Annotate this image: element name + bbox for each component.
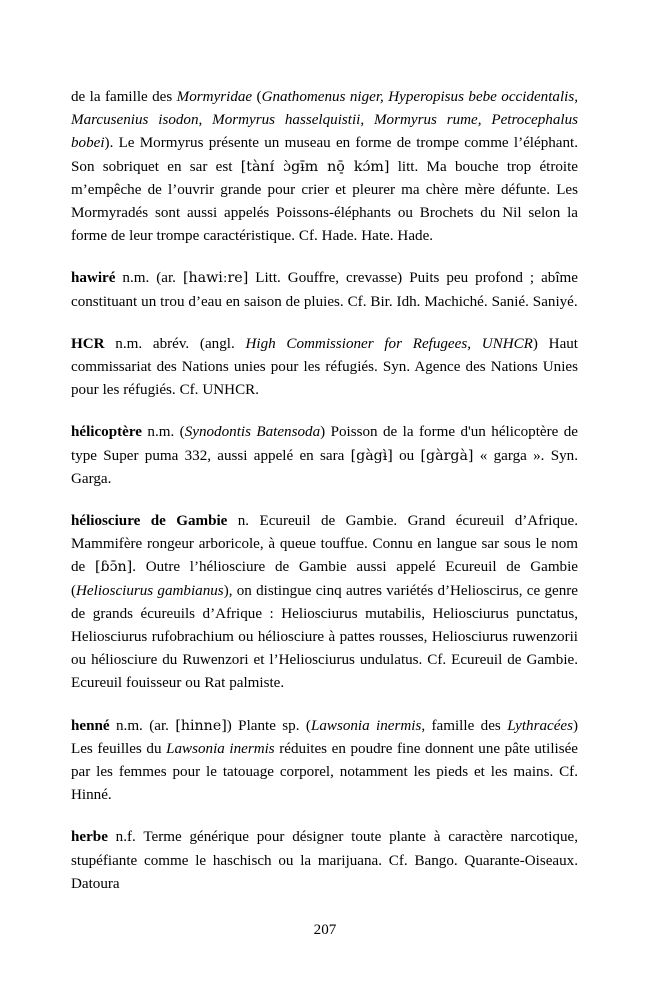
dictionary-entry — [71, 510, 578, 696]
entry-text: « garga ». Syn. Garga. — [71, 447, 578, 487]
dictionary-entry — [71, 826, 578, 896]
entry-text: Litt. Gouffre, crevasse) Puits peu profond ; abîme constituant un trou d’eau en saison de pluies. Cf. Bir. Idh. Machiché. Sanié. Saniyé. — [71, 270, 578, 310]
entry-text: n.m. abrév. (angl. — [104, 335, 246, 352]
phonetic-transcription: [gàrgà] — [420, 447, 474, 464]
phonetic-transcription: [ɓɔ̄n] — [94, 559, 133, 576]
scientific-name: Lawsonia inermis — [310, 717, 422, 734]
page-text-column — [71, 86, 578, 896]
entry-headword: henné — [71, 717, 110, 734]
entry-text: ) Poisson de la forme d'un hélicoptère de type Super puma 332, aussi appelé en sara — [71, 424, 578, 464]
phonetic-transcription: [gàgɨ̀] — [350, 447, 393, 464]
page-number: 207 — [313, 922, 337, 938]
entry-text: ) Haut commissariat des Nations unies pour les réfugiés. Syn. Agence des Nations Unies pour les réfugiés. Cf. UNHCR. — [71, 335, 579, 399]
entry-headword: HCR — [71, 335, 105, 352]
entry-headword: héliosciure de Gambie — [71, 513, 228, 530]
entry-text: ( — [252, 89, 262, 105]
entry-text: réduites en poudre fine donnent une pâte utilisée par les femmes pour le tatouage corporel, notamment les pieds et les mains. Cf. Hinné. — [71, 740, 578, 804]
dictionary-entry — [71, 333, 578, 403]
scientific-name: Lawsonia inermis — [166, 740, 275, 757]
entry-text: n.m. (ar. — [109, 717, 176, 734]
scientific-name: Synodontis Batensoda — [184, 424, 321, 441]
scientific-name: High Commissioner for Refugees, UNHCR — [245, 335, 533, 352]
entry-headword: hélicoptère — [71, 424, 142, 441]
entry-text: n.m. (ar. — [115, 270, 183, 287]
entry-text: n.m. ( — [141, 424, 185, 441]
entry-text: de la famille des — [71, 89, 177, 105]
entry-text: ). Le Mormyrus présente un museau en forme de trompe comme l’éléphant. Son sobriquet en sar est — [71, 135, 578, 175]
scientific-name: Gnathomenus niger, Hyperopisus bebe occidentalis, Marcusenius isodon, Mormyrus hasselquistii, Mormyrus rume, Petrocephalus bobei — [71, 89, 579, 152]
entry-text: ou — [392, 447, 421, 464]
dictionary-entry — [71, 715, 578, 808]
entry-text: n. Ecureuil de Gambie. Grand écureuil d’Afrique. Mammifère rongeur arboricole, à queue touffue. Connu en langue sar sous le nom de — [71, 513, 579, 576]
phonetic-transcription: [tànɪ́ ɔ̀gɨ̄m nō̠ kɔ́m] — [240, 158, 390, 175]
scientific-name: Lythracées — [507, 717, 573, 734]
entry-headword: herbe — [71, 829, 108, 846]
entry-text: ) Les feuilles du — [71, 717, 578, 757]
entry-headword: hawiré — [71, 270, 116, 287]
dictionary-entry — [71, 421, 578, 491]
phonetic-transcription: [hinne] — [175, 717, 227, 734]
scientific-name: Heliosciurus gambianus — [76, 582, 224, 599]
entry-text: . Outre l’héliosciure de Gambie aussi appelé Ecureuil de Gambie ( — [71, 559, 578, 599]
entry-text: litt. Ma bouche trop étroite m’empêche de l’ouvrir grande pour crier et pleurer ma chère mère défunte. Les Mormyradés sont aussi appelés Poissons-éléphants ou Brochets du Nil selon la forme de leur trompe caractéristique. Cf. Hade. Hate. Hade. — [71, 158, 578, 245]
entry-text: ) Plante sp. ( — [226, 717, 311, 734]
entry-text: , famille des — [421, 717, 508, 734]
entry-text: n.f. Terme générique pour désigner toute plante à caractère narcotique, stupéfiante comme le haschisch ou la marijuana. Cf. Bango. Quarante-Oiseaux. Datoura — [71, 829, 578, 892]
entry-text: ), on distingue cinq autres variétés d’Helioscirus, ce genre de grands écureuils d’Afrique : Heliosciurus mutabilis, Heliosciurus punctatus, Heliosciurus rufobrachium ou héliosciure à pattes rousses, Heliosciurus ruwenzorii ou héliosciure du Ruwenzori et l’Heliosciurus undulatus. Cf. Ecureuil de Gambie. Ecureuil fouisseur ou Rat palmiste. — [71, 582, 578, 692]
phonetic-transcription: [hawiːre] — [182, 270, 249, 287]
scientific-name: Mormyridae — [176, 89, 253, 105]
entry-continuation — [71, 86, 578, 248]
dictionary-entry — [71, 267, 578, 313]
